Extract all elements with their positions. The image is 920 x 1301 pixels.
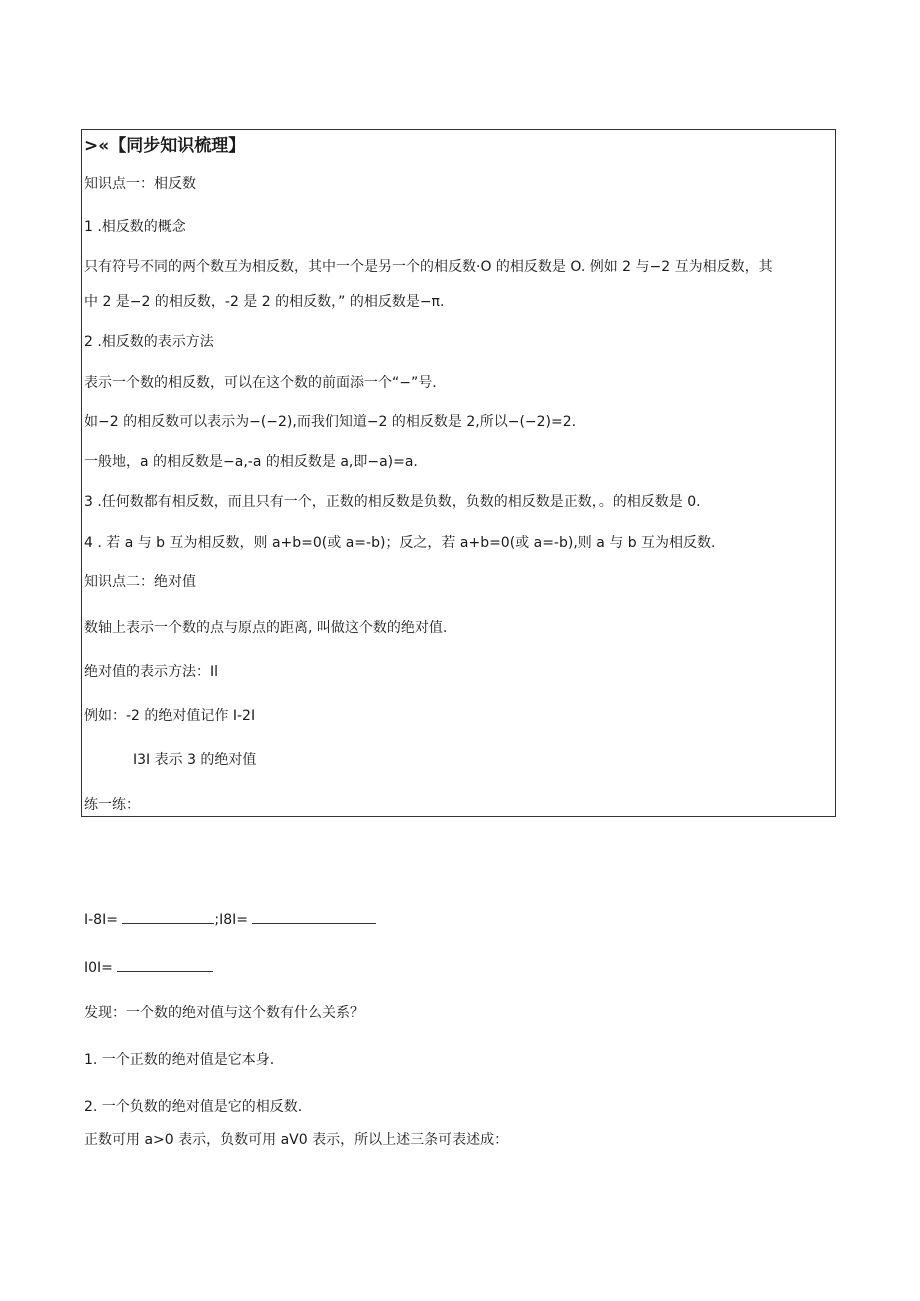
item-3-text: 3 .任何数都有相反数，而且只有一个，正数的相反数是负数，负数的相反数是正数，。的相反数是 0. (84, 494, 701, 510)
item-4-text: 4 . 若 a 与 b 互为相反数，则 a+b=0(或 a=-b)；反之，若 a+b=0(或 a=-b),则 a 与 b 互为相反数. (84, 535, 716, 551)
absolute-value-example-2: I3I 表示 3 的绝对值 (133, 752, 257, 768)
exercise-2-label: I0I= (84, 960, 113, 976)
answer-blank-2[interactable] (252, 908, 376, 924)
item-2-heading: 2 .相反数的表示方法 (84, 334, 214, 350)
absolute-value-example-1: 例如：-2 的绝对值记作 I-2I (84, 708, 256, 724)
exercise-row-2 (84, 956, 213, 978)
absolute-value-notation: 绝对值的表示方法：Il (84, 664, 219, 680)
discover-item-2: 2. 一个负数的绝对值是它的相反数. (84, 1099, 303, 1115)
exercise-1-label: I-8I= (84, 912, 118, 928)
item-1-text-line-2: 中 2 是−2 的相反数，-2 是 2 的相反数，” 的相反数是−π. (84, 294, 445, 310)
exercise-row-1 (84, 908, 376, 930)
item-1-text-line-1: 只有符号不同的两个数互为相反数，其中一个是另一个的相反数·O 的相反数是 O. 例如 2 与−2 互为相反数，其 (84, 259, 773, 275)
closing-text: 正数可用 a>0 表示，负数可用 aV0 表示，所以上述三条可表述成： (84, 1132, 509, 1148)
answer-blank-3[interactable] (117, 956, 213, 972)
item-2-example: 如−2 的相反数可以表示为−(−2),而我们知道−2 的相反数是 2,所以−(−2)=2. (84, 414, 577, 430)
practice-label: 练一练： (84, 797, 140, 813)
discover-item-1: 1. 一个正数的绝对值是它本身. (84, 1052, 275, 1068)
item-2-general: 一般地，a 的相反数是−a,-a 的相反数是 a,即−a)=a. (84, 454, 418, 470)
section-title: >«【同步知识梳理】 (84, 136, 246, 156)
discover-text: 发现：一个数的绝对值与这个数有什么关系？ (84, 1005, 364, 1021)
item-1-heading: 1 .相反数的概念 (84, 219, 186, 235)
knowledge-point-1-heading: 知识点一：相反数 (84, 176, 196, 192)
absolute-value-definition: 数轴上表示一个数的点与原点的距离, 叫做这个数的绝对值. (84, 620, 448, 636)
answer-blank-1[interactable] (122, 908, 214, 924)
item-2-text: 表示一个数的相反数，可以在这个数的前面添一个“−”号. (84, 375, 437, 391)
exercise-1-second-label: ;I8I= (214, 912, 249, 928)
knowledge-point-2-heading: 知识点二：绝对值 (84, 574, 196, 590)
